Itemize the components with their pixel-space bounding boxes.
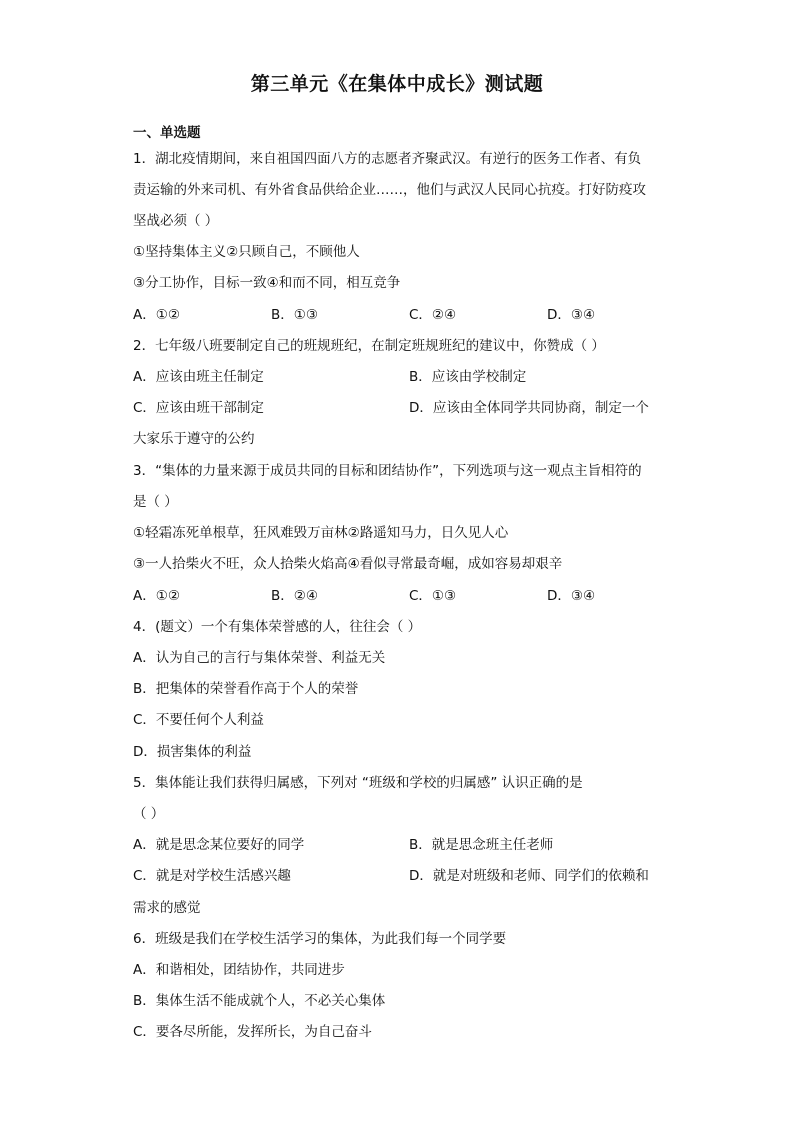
q4-option-d: D．损害集体的利益 — [133, 744, 252, 760]
q6-option-c: C．要各尽所能，发挥所长，为自己奋斗 — [133, 1024, 372, 1040]
q2-option-a: A．应该由班主任制定 — [133, 369, 264, 385]
q3-stem-line-1: 3．“集体的力量来源于成员共同的目标和团结协作”，下列选项与这一观点主旨相符的 — [133, 463, 642, 479]
q2-option-c: C．应该由班干部制定 — [133, 400, 264, 416]
q5-option-b: B．就是思念班主任老师 — [409, 837, 554, 853]
q5-option-c: C．就是对学校生活感兴趣 — [133, 868, 291, 884]
q3-option-c: C．①③ — [409, 588, 457, 604]
q2-option-b: B．应该由学校制定 — [409, 369, 527, 385]
q3-option-b: B．②④ — [271, 588, 318, 604]
q1-option-d: D．③④ — [547, 307, 596, 323]
q2-stem: 2．七年级八班要制定自己的班规班纪，在制定班规班纪的建议中，你赞成（ ） — [133, 338, 605, 354]
q1-stem-line-2: 责运输的外来司机、有外省食品供给企业……，他们与武汉人民同心抗疫。打好防疫攻 — [133, 182, 646, 198]
q6-option-a: A．和谐相处，团结协作，共同进步 — [133, 962, 345, 978]
q1-stem-line-3: 坚战必须（ ） — [133, 213, 219, 229]
q1-statement-line-2: ③分工协作，目标一致④和而不同，相互竞争 — [133, 275, 401, 291]
q1-option-c: C．②④ — [409, 307, 457, 323]
q3-option-a: A．①② — [133, 588, 180, 604]
q4-option-b: B．把集体的荣誉看作高于个人的荣誉 — [133, 681, 359, 697]
q6-option-b: B．集体生活不能成就个人，不必关心集体 — [133, 993, 386, 1009]
q5-option-a: A．就是思念某位要好的同学 — [133, 837, 305, 853]
q3-statement-line-1: ①轻霜冻死单根草，狂风难毁万亩林②路遥知马力，日久见人心 — [133, 525, 509, 541]
q3-option-d: D．③④ — [547, 588, 596, 604]
q4-stem: 4．(题文）一个有集体荣誉感的人，往往会（ ） — [133, 619, 422, 635]
q1-option-a: A．①② — [133, 307, 180, 323]
q4-option-c: C．不要任何个人利益 — [133, 712, 264, 728]
q5-stem-line-2: （ ） — [133, 806, 165, 822]
document-title: 第三单元《在集体中成长》测试题 — [250, 73, 544, 95]
q3-stem-line-2: 是（ ） — [133, 494, 178, 510]
q5-stem-line-1: 5．集体能让我们获得归属感，下列对 “班级和学校的归属感” 认识正确的是 — [133, 775, 583, 791]
q4-option-a: A．认为自己的言行与集体荣誉、利益无关 — [133, 650, 386, 666]
q1-option-b: B．①③ — [271, 307, 318, 323]
section-heading: 一、单选题 — [133, 125, 201, 141]
q2-option-d-continued: 大家乐于遵守的公约 — [133, 431, 255, 447]
q3-statement-line-2: ③一人拾柴火不旺，众人拾柴火焰高④看似寻常最奇崛，成如容易却艰辛 — [133, 556, 563, 572]
q2-option-d: D．应该由全体同学共同协商，制定一个 — [409, 400, 649, 416]
q5-option-d: D．就是对班级和老师、同学们的依赖和 — [409, 868, 649, 884]
q6-stem: 6．班级是我们在学校生活学习的集体，为此我们每一个同学要 — [133, 931, 507, 947]
q1-stem-line-1: 1．湖北疫情期间，来自祖国四面八方的志愿者齐聚武汉。有逆行的医务工作者、有负 — [133, 151, 642, 167]
q5-option-d-continued: 需求的感觉 — [133, 900, 201, 916]
q1-statement-line-1: ①坚持集体主义②只顾自己，不顾他人 — [133, 244, 360, 260]
